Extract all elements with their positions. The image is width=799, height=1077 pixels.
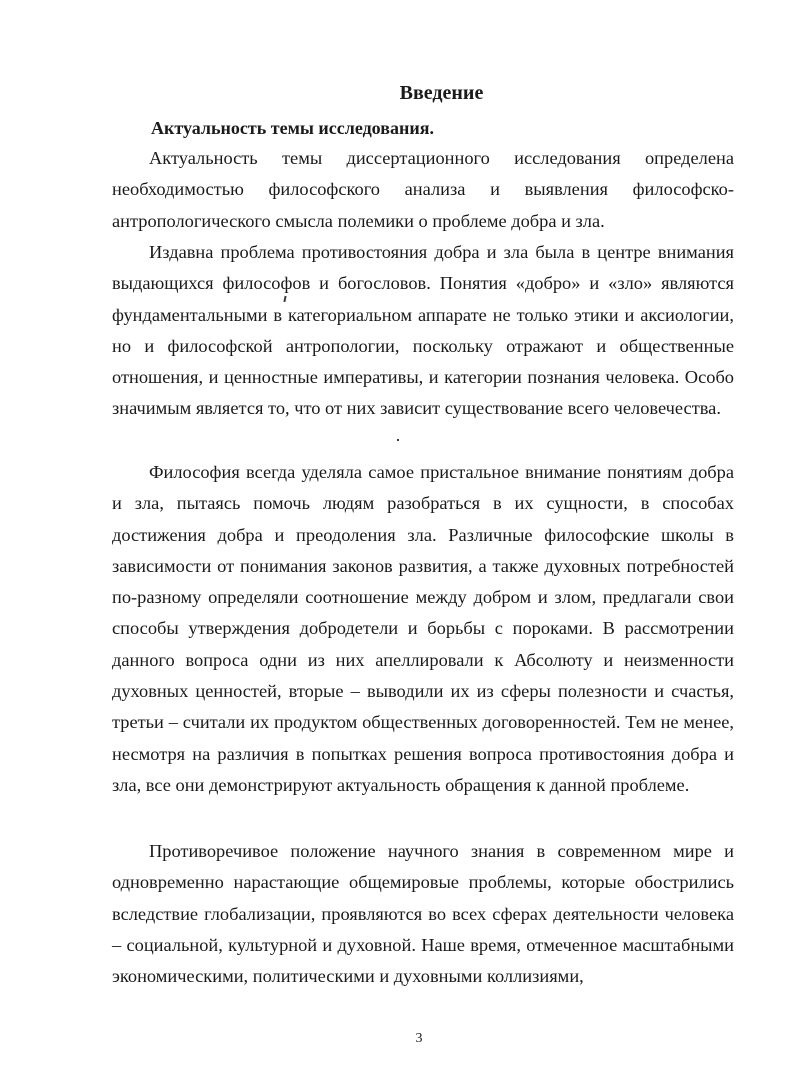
paragraph-philosophy-schools: Философия всегда уделяла самое пристальное внимание понятиям добра и зла, пытаясь помочь людям разобраться в их сущности, в способах достижения добра и преодоления зла. Различные философские школы в зависимости от понимания законов развития, а также духовных потребностей по-разному определяли соотношение между добром и злом, предлагали свои способы утверждения добродетели и борьбы с пороками. В рассмотрении данного вопроса одни из них апеллировали к Абсолюту и неизменности духовных ценностей, вторые – выводили их из сферы полезности и счастья, третьи – считали их продуктом общественных договоренностей. Тем не менее, несмотря на различия в попытках решения вопроса противостояния добра и зла, все они демонстрируют актуальность обращения к данной проблеме. — [112, 462, 734, 795]
scan-artifact-dot — [397, 439, 399, 441]
page-title: Введение — [399, 82, 484, 104]
paragraph-good-evil-problem: Издавна проблема противостояния добра и зла была в центре внимания выдающихся философов и богословов. Понятия «добро» и «зло» являются фундаментальными в категориальном аппарате не только этики и аксиологии, но и философской антропологии, поскольку отражают и общественные отношения, и ценностные императивы, и категории познания человека. Особо значимым является то, что от них зависит существование всего человечества. — [112, 242, 734, 419]
page-number: 3 — [415, 1031, 423, 1046]
paragraph-modern-world: Противоречивое положение научного знания в современном мире и одновременно нарастающие общемировые проблемы, которые обострились вследствие глобализации, проявляются во всех сферах деятельности человека – социальной, культурной и духовной. Наше время, отмеченное масштабными экономическими, политическими и духовными коллизиями, — [112, 841, 734, 987]
paragraph-relevance: Актуальность темы диссертационного исследования определена необходимостью философского анализа и выявления философско-антропологического смысла полемики о проблеме добра и зла. — [112, 148, 734, 231]
section-subheading: Актуальность темы исследования. — [151, 118, 434, 138]
